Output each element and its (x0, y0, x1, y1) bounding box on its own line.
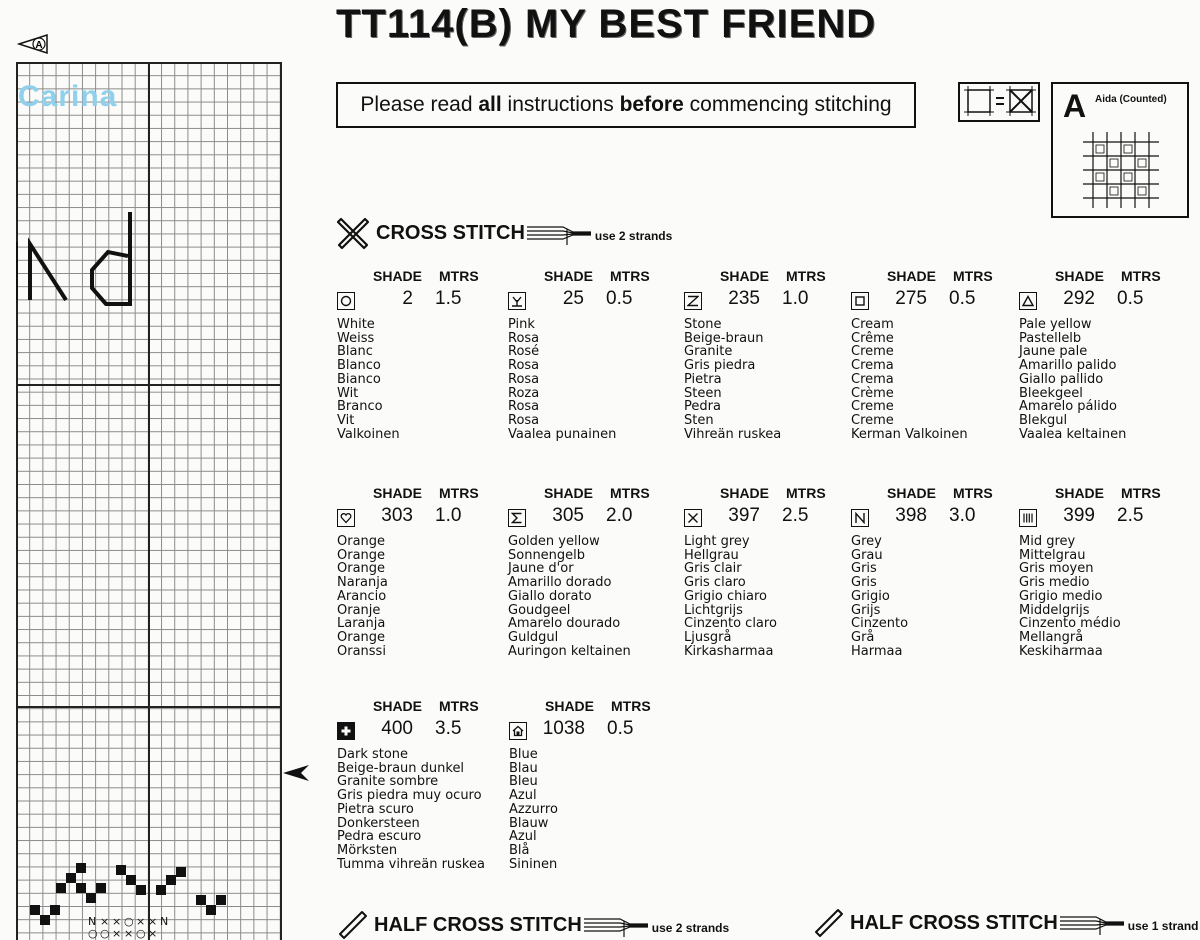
color-name: Blanco (337, 358, 381, 374)
mtrs-header: MTRS (786, 485, 826, 501)
mtrs-header: MTRS (953, 485, 993, 501)
color-name: Rosa (508, 358, 540, 374)
half-cross-stitch-title: HALF CROSS STITCH (374, 913, 582, 936)
mtrs-header: MTRS (610, 268, 650, 284)
edge-marker-label: A (35, 40, 43, 51)
color-name: Orange (337, 547, 386, 563)
shade-header: SHADE (544, 268, 594, 284)
color-name: Beige-braun dunkel (337, 760, 465, 776)
color-name: Grigio medio (1019, 588, 1103, 604)
center-arrow-icon (283, 764, 309, 782)
half-cross-stitch-title: HALF CROSS STITCH (850, 911, 1058, 934)
color-name: Roza (508, 385, 540, 401)
svg-text:×: × (136, 915, 146, 928)
color-name: Amarelo pálido (1019, 399, 1117, 415)
color-name: Giallo dorato (508, 588, 592, 604)
svg-text:×: × (124, 927, 134, 940)
shade-header: SHADE (544, 485, 594, 501)
color-name: Goudgeel (508, 602, 571, 618)
symbol-sigma-icon (508, 509, 526, 527)
shade-header: SHADE (1055, 485, 1105, 501)
symbol-house-icon (509, 722, 527, 740)
shade-number: 303 (381, 505, 413, 526)
shade-header: SHADE (887, 485, 937, 501)
aida-weave-icon (1083, 132, 1159, 208)
color-name: Pastellelb (1019, 330, 1082, 346)
symbol-tuft-icon (508, 292, 526, 310)
color-name: Crême (851, 330, 894, 346)
color-name: Amarillo dorado (508, 575, 612, 591)
mtrs-value: 3.0 (949, 505, 976, 526)
svg-text:N: N (88, 915, 97, 928)
shade-number: 305 (552, 505, 584, 526)
color-name: Oranssi (337, 643, 386, 659)
color-name: Kerman Valkoinen (851, 426, 968, 442)
shade-header: SHADE (887, 268, 937, 284)
color-name: Granite (684, 344, 733, 360)
shade-number: 1038 (542, 718, 585, 739)
color-name: Naranja (337, 575, 388, 591)
color-name: Harmaa (851, 643, 903, 659)
notice-bold-before: before (619, 93, 684, 116)
thread-strands-icon (584, 913, 648, 937)
color-name: Tumma vihreän ruskea (337, 856, 485, 872)
color-name: Pedra (684, 399, 721, 415)
notice-text-1: Please read (360, 93, 473, 116)
color-name: Amarelo dourado (508, 616, 621, 632)
color-name: Crema (851, 358, 894, 374)
instructions-notice (336, 82, 916, 128)
color-name: Pale yellow (1019, 317, 1092, 332)
mtrs-header: MTRS (611, 698, 651, 714)
symbol-plus-icon (337, 722, 355, 740)
color-names-list (509, 748, 558, 871)
color-name: Weiss (337, 330, 375, 346)
color-name: Stone (684, 317, 722, 332)
notice-bold-all: all (478, 93, 502, 116)
mtrs-header: MTRS (439, 268, 479, 284)
shade-number: 292 (1063, 288, 1095, 309)
shade-header: SHADE (1055, 268, 1105, 284)
color-name: Rosa (508, 330, 540, 346)
color-name: Sten (684, 412, 714, 428)
color-name: Creme (851, 399, 894, 415)
color-name: Light grey (684, 534, 750, 549)
cross-stitch-icon (336, 216, 370, 250)
color-name: Gris moyen (1019, 561, 1094, 577)
color-name: Blanc (337, 344, 373, 360)
color-name: Orange (337, 534, 386, 549)
color-name: Mid grey (1019, 534, 1076, 549)
mtrs-value: 1.5 (435, 288, 462, 309)
color-name: Grey (851, 534, 882, 549)
page-title: TT114(B) MY BEST FRIEND (336, 2, 877, 46)
color-name: Lichtgrijs (684, 602, 743, 618)
mtrs-header: MTRS (1121, 268, 1161, 284)
shade-header: SHADE (720, 485, 770, 501)
color-name: Guldgul (508, 629, 559, 645)
color-names-list (337, 318, 400, 441)
mtrs-value: 3.5 (435, 718, 462, 739)
color-names-list (337, 748, 485, 871)
stitch-key-legend (958, 82, 1040, 122)
mtrs-value: 2.5 (782, 505, 809, 526)
svg-text:○: ○ (136, 927, 146, 940)
color-name: Vaalea punainen (508, 426, 617, 442)
color-name: Amarillo palido (1019, 358, 1117, 374)
color-name: Arancio (337, 588, 387, 604)
color-name: Gris claro (684, 575, 746, 591)
color-names-list (1019, 535, 1121, 658)
thread-strands-icon (1060, 911, 1124, 935)
shade-header: SHADE (720, 268, 770, 284)
color-name: Mittelgrau (1019, 547, 1086, 563)
mtrs-header: MTRS (439, 485, 479, 501)
svg-text:○: ○ (124, 915, 134, 928)
color-name: Oranje (337, 602, 381, 618)
svg-text:○: ○ (100, 927, 110, 940)
color-name: Middelgrijs (1019, 602, 1090, 618)
mtrs-value: 2.5 (1117, 505, 1144, 526)
stitch-chart-grid (16, 62, 282, 940)
color-names-list (337, 535, 388, 658)
mtrs-value: 0.5 (1117, 288, 1144, 309)
design-lettering-nd (16, 212, 136, 312)
color-name: Mörksten (337, 842, 398, 858)
color-name: Grå (851, 629, 875, 645)
color-name: Blauw (509, 815, 549, 831)
color-name: Valkoinen (337, 426, 400, 442)
color-name: Ljusgrå (684, 629, 732, 645)
mtrs-value: 1.0 (782, 288, 809, 309)
color-name: Laranja (337, 616, 386, 632)
color-name: Rosa (508, 399, 540, 415)
symbol-circle-icon (337, 292, 355, 310)
mtrs-value: 0.5 (949, 288, 976, 309)
mtrs-value: 2.0 (606, 505, 633, 526)
color-name: Golden yellow (508, 534, 600, 549)
color-name: Gris (851, 575, 877, 591)
color-name: Branco (337, 399, 383, 415)
notice-text-2: instructions (507, 93, 614, 116)
thread-strands-icon (527, 221, 591, 245)
shade-number: 399 (1063, 505, 1095, 526)
color-name: Cinzento médio (1019, 616, 1121, 632)
design-stitch-motif (16, 855, 276, 940)
color-name: Keskiharmaa (1019, 643, 1103, 659)
color-name: Pedra escuro (337, 829, 422, 845)
color-name: Gris clair (684, 561, 742, 577)
fabric-info-box (1051, 82, 1189, 218)
color-name: Grigio (851, 588, 890, 604)
cross-stitch-strands: use 2 strands (594, 229, 673, 243)
color-name: Vit (337, 412, 355, 428)
chart-watermark: Carina (18, 80, 118, 113)
color-name: Cinzento (851, 616, 909, 632)
color-name: Kirkasharmaa (684, 643, 774, 659)
color-name: Gris (851, 561, 877, 577)
color-name: Azzurro (509, 801, 558, 817)
color-name: Wit (337, 385, 359, 401)
color-name: Beige-braun (684, 330, 764, 346)
svg-text:×: × (112, 927, 122, 940)
mtrs-value: 0.5 (606, 288, 633, 309)
half-cross-stitch-header (814, 908, 1198, 938)
color-name: Azul (509, 829, 537, 845)
color-name: Blå (509, 842, 530, 858)
symbol-z-icon (684, 292, 702, 310)
mtrs-value: 0.5 (607, 718, 634, 739)
cross-stitch-header (336, 216, 672, 250)
color-name: Creme (851, 344, 894, 360)
color-name: Pietra (684, 371, 722, 387)
color-name: Rosé (508, 344, 540, 360)
symbol-square-icon (851, 292, 869, 310)
color-names-list (508, 318, 616, 441)
color-name: Bleekgeel (1019, 385, 1083, 401)
color-name: Hellgrau (684, 547, 739, 563)
color-name: Pietra scuro (337, 801, 414, 817)
color-names-list (684, 535, 777, 658)
mtrs-header: MTRS (610, 485, 650, 501)
shade-number: 235 (728, 288, 760, 309)
svg-text:×: × (100, 915, 110, 928)
color-name: Rosa (508, 371, 540, 387)
half-cross-stitch-header (338, 910, 729, 940)
color-name: Cream (851, 317, 894, 332)
color-name: Sonnengelb (508, 547, 586, 563)
color-name: Crema (851, 371, 894, 387)
color-name: Cinzento claro (684, 616, 777, 632)
color-name: Rosa (508, 412, 540, 428)
color-names-list (1019, 318, 1126, 441)
shade-number: 2 (402, 288, 413, 309)
half-cross-stitch-strands: use 2 strands (651, 921, 730, 935)
color-name: Vihreän ruskea (684, 426, 782, 442)
half-cross-stitch-strands: use 1 strand (1127, 919, 1199, 933)
mtrs-header: MTRS (439, 698, 479, 714)
color-name: Azul (509, 788, 537, 804)
half-stitch-icon (338, 910, 368, 940)
color-name: Blau (509, 760, 538, 776)
notice-text-3: commencing stitching (689, 93, 892, 116)
color-name: Pink (508, 317, 535, 332)
color-name: Gris piedra (684, 358, 756, 374)
mtrs-header: MTRS (786, 268, 826, 284)
color-name: Granite sombre (337, 774, 439, 790)
color-name: Jaune d'or (508, 561, 574, 577)
fabric-label: Aida (Counted) (1095, 94, 1167, 105)
symbol-triangle-icon (1019, 292, 1037, 310)
color-name: Dark stone (337, 747, 409, 762)
color-name: Grau (851, 547, 883, 563)
mtrs-header: MTRS (1121, 485, 1161, 501)
shade-number: 25 (562, 288, 584, 309)
color-name: Giallo pallido (1019, 371, 1104, 387)
color-name: Gris piedra muy ocuro (337, 788, 482, 804)
color-name: Blue (509, 747, 538, 762)
svg-text:N: N (160, 915, 169, 928)
color-name: Steen (684, 385, 722, 401)
color-name: Blekgul (1019, 412, 1068, 428)
color-name: Mellangrå (1019, 629, 1084, 645)
color-names-list (684, 318, 781, 441)
color-name: Orange (337, 561, 386, 577)
color-name: Grigio chiaro (684, 588, 767, 604)
shade-number: 400 (381, 718, 413, 739)
mtrs-value: 1.0 (435, 505, 462, 526)
symbol-x-icon (684, 509, 702, 527)
color-name: Jaune pale (1019, 344, 1088, 360)
color-name: Bianco (337, 371, 381, 387)
color-name: Orange (337, 629, 386, 645)
color-names-list (851, 318, 968, 441)
color-name: Vaalea keltainen (1019, 426, 1127, 442)
color-name: Crème (851, 385, 894, 401)
shade-header: SHADE (373, 268, 423, 284)
svg-text:○: ○ (88, 927, 98, 940)
half-stitch-icon (814, 908, 844, 938)
color-name: Bleu (509, 774, 538, 790)
mtrs-header: MTRS (953, 268, 993, 284)
shade-header: SHADE (373, 485, 423, 501)
svg-text:×: × (148, 915, 158, 928)
fabric-letter: A (1063, 88, 1087, 124)
color-names-list (508, 535, 631, 658)
color-name: Donkersteen (337, 815, 420, 831)
color-name: White (337, 317, 375, 332)
color-name: Gris medio (1019, 575, 1090, 591)
shade-header: SHADE (373, 698, 423, 714)
color-names-list (851, 535, 908, 658)
svg-text:×: × (148, 927, 158, 940)
color-name: Creme (851, 412, 894, 428)
shade-number: 275 (895, 288, 927, 309)
symbol-heart-icon (337, 509, 355, 527)
shade-number: 397 (728, 505, 760, 526)
edge-marker-a-icon (17, 32, 51, 56)
shade-number: 398 (895, 505, 927, 526)
svg-text:×: × (112, 915, 122, 928)
color-name: Sininen (509, 856, 558, 872)
color-name: Grijs (851, 602, 881, 618)
symbol-n-icon (851, 509, 869, 527)
cross-stitch-title: CROSS STITCH (376, 221, 525, 244)
color-name: Auringon keltainen (508, 643, 631, 659)
symbol-bars-icon (1019, 509, 1037, 527)
shade-header: SHADE (545, 698, 595, 714)
square-equals-cross-icon (960, 84, 1038, 120)
